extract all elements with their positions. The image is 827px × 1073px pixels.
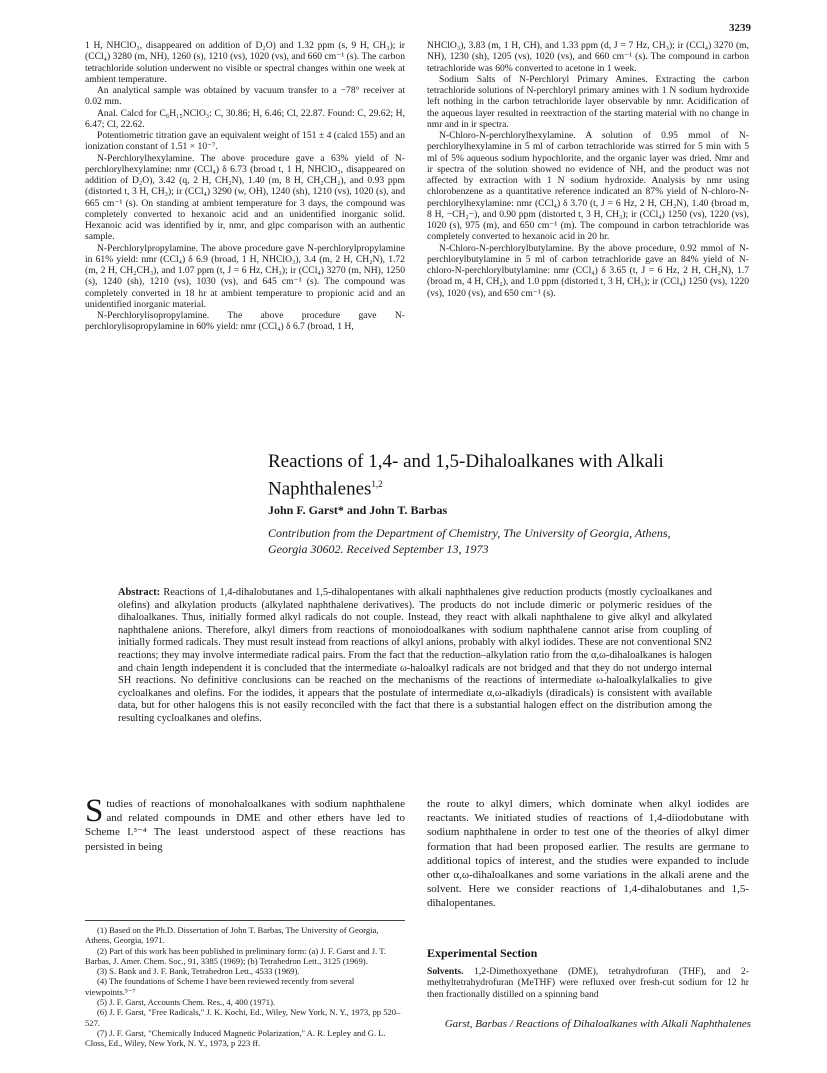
footnote: (7) J. F. Garst, "Chemically Induced Magnetic Polarization," A. R. Lepley and G. L. Closs, Ed., Wiley, New York, N. Y., 1973, p 223 ff.	[85, 1027, 386, 1049]
paragraph: 1 H, NHClO₃, disappeared on addition of D₂O) and 1.32 ppm (s, 9 H, CH₃); ir (CCl₄) 3280 (m, NH), 1260 (s), 1210 (vs), 1020 (vs), and 660 cm⁻¹ (s). The carbon tetrachloride solution underwent no visible or spectral changes within one week at ambient temperature.	[85, 40, 405, 85]
drop-cap: S	[85, 793, 104, 829]
paragraph: N-Perchlorylisopropylamine. The above procedure gave N-perchlorylisopropylamine in 60% yield: nmr (CCl₄) δ 6.7 (broad, 1 H,	[85, 310, 405, 333]
left-column-top	[85, 40, 405, 333]
footnote: (4) The foundations of Scheme I have been reviewed recently from several viewpoints.⁵⁻⁷	[85, 976, 355, 997]
footnote: (3) S. Bank and J. F. Bank, Tetrahedron Lett., 4533 (1969).	[97, 966, 300, 977]
footnote: (2) Part of this work has been published in preliminary form: (a) J. F. Garst and J. T. Barbas, J. Amer. Chem. Soc., 91, 3385 (1969); (b) Tetrahedron Lett., 3125 (1969).	[85, 945, 386, 966]
authors: John F. Garst* and John T. Barbas	[268, 503, 448, 517]
abstract	[118, 587, 712, 726]
right-column-top	[427, 40, 749, 299]
abstract-label: Abstract:	[118, 587, 161, 598]
solvents-paragraph	[427, 966, 749, 1000]
title-superscript: 1,2	[371, 479, 383, 489]
footnotes	[85, 925, 405, 1049]
footnote-rule	[85, 920, 405, 921]
section-heading: Experimental Section	[427, 946, 538, 960]
paragraph: Potentiometric titration gave an equivalent weight of 151 ± 4 (calcd 155) and an ionization constant of 1.51 × 10⁻⁷.	[85, 130, 405, 153]
intro-text-left: tudies of reactions of monohaloalkanes with sodium naphthalene and related compounds in DME and other ethers have led to Scheme I.³⁻⁴ The least understood aspect of these reactions has persisted in being	[85, 798, 405, 853]
paragraph: N-Chloro-N-perchlorylbutylamine. By the above procedure, 0.92 mmol of N-perchlorylbutylamine in 5 ml of carbon tetrachloride gave an 84% yield of N-chloro-N-perchlorylbutylamine: nmr (CCl₄) δ 3.65 (t, J = 6 Hz, 2 H, CH₂N), 1.7 (broad m, 4 H, CH₂), and 1.0 ppm (distorted t, 3 H, CH₃); ir (CCl₄) 1250 (vs), 1220 (vs), 1020 (vs), and 650 cm⁻¹ (s).	[427, 242, 749, 299]
paragraph: An analytical sample was obtained by vacuum transfer to a −78° receiver at 0.02 mm.	[85, 85, 405, 108]
solvents-label: Solvents.	[427, 966, 464, 977]
paragraph: N-Perchlorylpropylamine. The above procedure gave N-perchlorylpropylamine in 61% yield: nmr (CCl₄) δ 6.9 (broad, 1 H, NHClO₃), 3.4 (m, 2 H, CH₂N), 1.72 (m, 2 H, CH₂CH₃), and 1.07 ppm (t, J = 6 Hz, CH₃); ir (CCl₄) 3270 (m, NH), 1250 (s), 1240 (sh), 1210 (vs), 1030 (vs), and 645 cm⁻¹ (s). The compound was completely converted in 18 hr at ambient temperature to propionic acid and an unidentified inorganic material.	[85, 242, 405, 310]
article-title	[268, 450, 688, 500]
solvents-text: 1,2-Dimethoxyethane (DME), tetrahydrofuran (THF), and 2-methyltetrahydrofuran (MeTHF) were refluxed over fresh-cut sodium for 12 hr then fractionally distilled on a spinning band	[427, 966, 749, 1000]
page-number: 3239	[729, 22, 751, 34]
footnote: (6) J. F. Garst, "Free Radicals," J. K. Kochi, Ed., Wiley, New York, N. Y., 1973, pp 520–527.	[85, 1007, 401, 1028]
running-footer: Garst, Barbas / Reactions of Dihaloalkanes with Alkali Naphthalenes	[444, 1018, 751, 1030]
intro-right: the route to alkyl dimers, which dominate when alkyl iodides are reactants. We initiated studies of reactions of 1,4-diiodobutane with sodium naphthalene in order to test one of the theories of alkyl dimer formation that had been proposed earlier. The results are germane to additional topics of interest, and the studies were expanded to include other α,ω-dihaloalkanes and some variations in the alkali arene and the solvent. Here we consider reactions of 1,4-dihalobutanes and 1,5-dihalopentanes.	[427, 798, 749, 910]
paragraph: N-Perchlorylhexylamine. The above procedure gave a 63% yield of N-perchlorylhexylamine: nmr (CCl₄) δ 6.73 (broad t, 1 H, NHClO₃, disappeared on addition of D₂O), 3.42 (q, 2 H, CH₂N), 1.40 (m, 8 H, CH₂CH₂), and 0.93 ppm (distorted t, 3 H, CH₃); ir (CCl₄) 3290 (w, OH), 1240 (sh), 1210 (vs), 1020 (s), and 665 cm⁻¹ (s). On standing at ambient temperature for 3 days, the compound was completely converted to hexanoic acid and an unidentified inorganic solid. Hexanoic acid was identified by ir, nmr, and glpc comparison with an authentic sample.	[85, 152, 405, 243]
footnote: (5) J. F. Garst, Accounts Chem. Res., 4, 400 (1971).	[97, 997, 276, 1008]
footnote: (1) Based on the Ph.D. Dissertation of John T. Barbas, The University of Georgia, Athens, Georgia, 1971.	[85, 925, 379, 946]
paragraph: N-Chloro-N-perchlorylhexylamine. A solution of 0.95 mmol of N-perchlorylhexylamine in 5 ml of carbon tetrachloride was stirred for 5 min with 5 ml of 5% aqueous sodium hypochlorite, and the organic layer was dried. Nmr and ir spectra of the solution showed no evidence of NH, and the product was not affected by extraction with 1 N sodium hydroxide. Analysis by nmr using chlorobenzene as a quantitative reference indicated an 87% yield of N-chloro-N-perchlorylhexylamine: nmr (CCl₄) δ 3.70 (t, J = 6 Hz, 2 H, CH₂N), 1.40 (broad m, 8 H, −CH₂−), and 0.90 ppm (distorted t, 3 H, CH₃); ir (CCl₄) 1250 (vs), 1220 (vs), 1020 (s), 975 (m), and 650 cm⁻¹ (m). The compound in carbon tetrachloride was completely converted to hexanoic acid in 20 hr.	[427, 130, 749, 243]
paragraph: NHClO₃), 3.83 (m, 1 H, CH), and 1.33 ppm (d, J = 7 Hz, CH₃); ir (CCl₄) 3270 (m, NH), 1230 (sh), 1205 (vs), 1020 (vs), and 660 cm⁻¹ (s). The compound in carbon tetrachloride was 60% converted to acetone in 1 week.	[427, 40, 749, 74]
paragraph: Anal. Calcd for C₆H₁₅NClO₃: C, 30.86; H, 6.46; Cl, 22.87. Found: C, 29.62; H, 6.47; Cl, 22.62.	[85, 107, 405, 130]
paragraph: Sodium Salts of N-Perchloryl Primary Amines. Extracting the carbon tetrachloride solutions of N-perchloryl primary amines with 1 N sodium hydroxide left nothing in the carbon tetrachloride layer observable by nmr. Acidification of the aqueous layer resulted in reextraction of the starting material with no change in nmr and in ir spectra.	[427, 73, 749, 130]
affiliation: Contribution from the Department of Chemistry, The University of Georgia, Athens, Georgia 30602. Received September 13, 1973	[268, 526, 671, 556]
title-text: Reactions of 1,4- and 1,5-Dihaloalkanes with Alkali Naphthalenes	[268, 451, 664, 500]
intro-left	[85, 793, 405, 854]
abstract-text: Reactions of 1,4-dihalobutanes and 1,5-dihalopentanes with alkali naphthalenes give reduction products (mostly cycloalkanes and olefins) and alkylation products (alkylated naphthalene derivatives). The products do not include dimeric or polymeric residues of the dihaloalkanes. Thus, initially formed alkyl radicals do not couple. Instead, they react with alkali naphthalene to give alkyl and alkylated naphthalene anions. Therefore, alkyl dimers from reactions of monoiodoalkanes with sodium naphthalene cannot arise from coupling of initially formed radicals. They must result instead from reactions of alkyl anions, probably with alkyl iodides. These are not conventional SN2 reactions; they may involve intermediate radical pairs. From the fact that the reduction–alkylation ratio from the α,ω-dihaloalkanes is halogen and chain length independent it is concluded that the intermediate ω-haloalkyl radicals are not bridged and that they do not undergo internal SH reactions. No definitive conclusions can be reached on the mechanisms of the reactions of intermediate ω-haloalkylalkalies to give cycloalkanes and olefins. For the iodides, it appears that the postulate of intermediate α,ω-alkadiyls (diradicals) is consistent with available data, but for other halogens this is not easily reconciled with the fact that there is a substantial halogen effect on the distribution among the resulting cycloalkanes and olefins.	[118, 587, 712, 724]
